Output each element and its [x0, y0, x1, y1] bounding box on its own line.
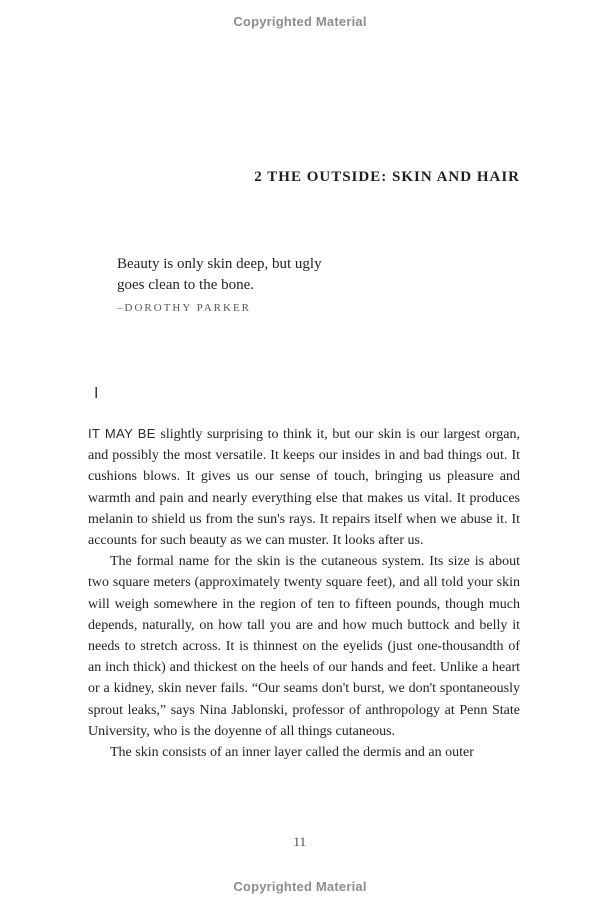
epigraph: [117, 254, 322, 296]
body-paragraph-1: [88, 423, 520, 551]
paragraph-opener: IT MAY BE: [88, 426, 156, 441]
chapter-heading: 2 THE OUTSIDE: SKIN AND HAIR: [254, 169, 520, 185]
bottom-copyright-banner: Copyrighted Material: [233, 879, 367, 894]
top-copyright-banner: Copyrighted Material: [233, 14, 367, 29]
body-paragraph-2: The formal name for the skin is the cutaneous system. Its size is about two square meters (approximately twenty square feet), and all told your skin will weigh somewhere in the region of ten to fifteen pounds, though much depends, naturally, on how tall you are and how much buttock and belly it needs to stretch across. It is thinnest on the eyelids (just one-thousandth of an inch thick) and thickest on the heels of our hands and feet. Unlike a heart or a kidney, skin never fails. “Our seams don't burst, we don't spontaneously sprout leaks,” says Nina Jablonski, professor of anthropology at Penn State University, who is the doyenne of all things cutaneous.: [88, 554, 520, 739]
epigraph-attribution: –DOROTHY PARKER: [117, 302, 252, 314]
body-text: [88, 423, 520, 763]
body-paragraph-3: The skin consists of an inner layer called the dermis and an outer: [110, 745, 474, 761]
paragraph-1-text: slightly surprising to think it, but our skin is our largest organ, and possibly the most versatile. It keeps our insides in and bad things out. It cushions blows. It gives us our sense of touch, bringing us pleasure and warmth and pain and nearly everything else that makes us vital. It produces melanin to shield us from the sun's rays. It repairs itself when we abuse it. It accounts for such beauty as we can muster. It looks after us.: [88, 427, 520, 549]
epigraph-line-1: Beauty is only skin deep, but ugly: [117, 256, 322, 272]
epigraph-line-2: goes clean to the bone.: [117, 277, 255, 293]
section-marker: I: [94, 385, 99, 402]
page-number: 11: [293, 835, 307, 849]
